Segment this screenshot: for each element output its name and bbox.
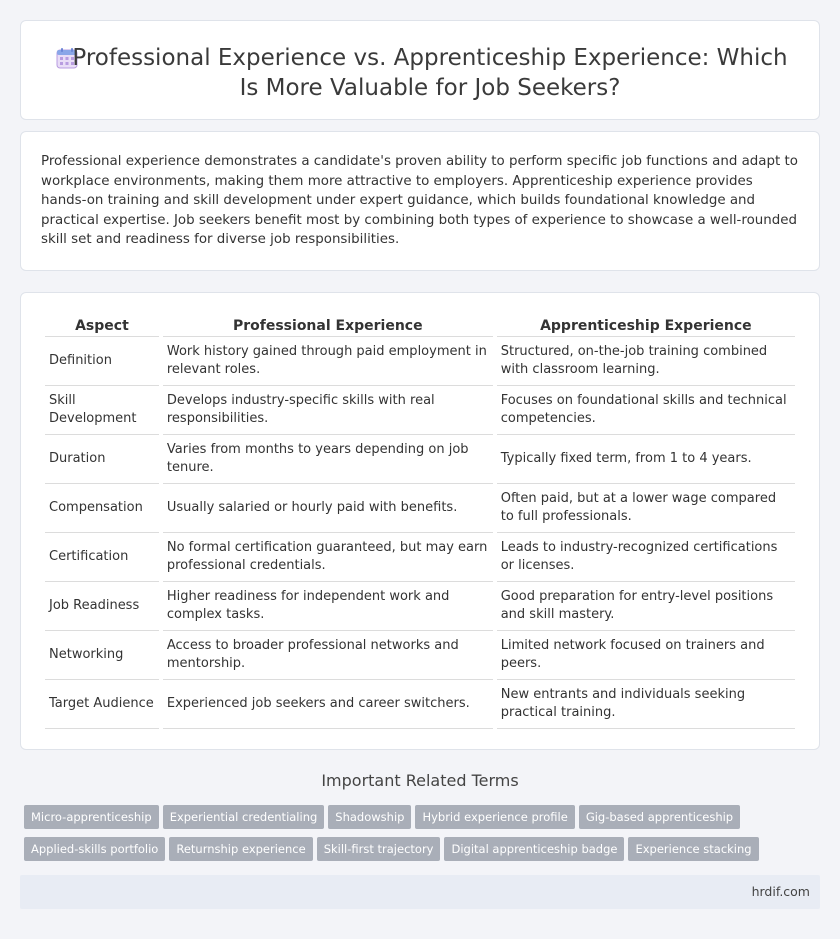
professional-cell: Higher readiness for independent work and complex tasks. xyxy=(163,582,493,631)
apprenticeship-cell: Leads to industry-recognized certifications or licenses. xyxy=(497,533,795,582)
table-row xyxy=(45,631,795,680)
intro-card xyxy=(20,131,820,271)
term-tag[interactable]: Shadowship xyxy=(328,805,411,829)
related-terms-row xyxy=(24,805,824,829)
aspect-cell: Definition xyxy=(45,337,159,386)
table-row xyxy=(45,680,795,729)
title-card xyxy=(20,20,820,120)
professional-cell: Usually salaried or hourly paid with benefits. xyxy=(163,484,493,533)
table-row xyxy=(45,582,795,631)
term-tag[interactable]: Experience stacking xyxy=(628,837,758,861)
apprenticeship-cell: Typically fixed term, from 1 to 4 years. xyxy=(497,435,795,484)
professional-cell: Work history gained through paid employment in relevant roles. xyxy=(163,337,493,386)
professional-cell: Develops industry-specific skills with real responsibilities. xyxy=(163,386,493,435)
related-terms-title: Important Related Terms xyxy=(321,771,519,790)
footer xyxy=(20,875,820,909)
comparison-table xyxy=(41,315,799,729)
table-row xyxy=(45,337,795,386)
table-row xyxy=(45,533,795,582)
aspect-cell: Duration xyxy=(45,435,159,484)
site-credit[interactable]: hrdif.com xyxy=(751,884,810,899)
professional-cell: Varies from months to years depending on job tenure. xyxy=(163,435,493,484)
term-tag[interactable]: Skill-first trajectory xyxy=(317,837,441,861)
professional-cell: No formal certification guaranteed, but may earn professional credentials. xyxy=(163,533,493,582)
aspect-cell: Skill Development xyxy=(45,386,159,435)
term-tag[interactable]: Experiential credentialing xyxy=(163,805,325,829)
comparison-table-card xyxy=(20,292,820,750)
term-tag[interactable]: Returnship experience xyxy=(169,837,312,861)
aspect-cell: Target Audience xyxy=(45,680,159,729)
table-row xyxy=(45,435,795,484)
header-professional: Professional Experience xyxy=(163,315,493,337)
term-tag[interactable]: Micro-apprenticeship xyxy=(24,805,159,829)
apprenticeship-cell: Focuses on foundational skills and technical competencies. xyxy=(497,386,795,435)
table-row xyxy=(45,386,795,435)
apprenticeship-cell: Often paid, but at a lower wage compared to full professionals. xyxy=(497,484,795,533)
header-apprenticeship: Apprenticeship Experience xyxy=(497,315,795,337)
term-tag[interactable]: Applied-skills portfolio xyxy=(24,837,165,861)
aspect-cell: Networking xyxy=(45,631,159,680)
aspect-cell: Compensation xyxy=(45,484,159,533)
related-terms-row xyxy=(24,837,824,861)
table-header-row xyxy=(45,315,795,337)
apprenticeship-cell: Structured, on-the-job training combined with classroom learning. xyxy=(497,337,795,386)
table-row xyxy=(45,484,795,533)
professional-cell: Access to broader professional networks and mentorship. xyxy=(163,631,493,680)
aspect-cell: Job Readiness xyxy=(45,582,159,631)
term-tag[interactable]: Digital apprenticeship badge xyxy=(444,837,624,861)
apprenticeship-cell: Good preparation for entry-level positions and skill mastery. xyxy=(497,582,795,631)
intro-paragraph: Professional experience demonstrates a candidate's proven ability to perform specific job functions and adapt to workplace environments, making them more attractive to employers. Apprenticeship experience provides hands-on training and skill development under expert guidance, which builds foundational knowledge and practical expertise. Job seekers benefit most by combining both types of experience to showcase a well-rounded skill set and readiness for diverse job responsibilities. xyxy=(41,154,798,247)
page-title: Professional Experience vs. Apprenticeship Experience: Which Is More Valuable for Job Seekers? xyxy=(72,45,788,101)
term-tag[interactable]: Hybrid experience profile xyxy=(415,805,574,829)
aspect-cell: Certification xyxy=(45,533,159,582)
apprenticeship-cell: Limited network focused on trainers and peers. xyxy=(497,631,795,680)
term-tag[interactable]: Gig-based apprenticeship xyxy=(579,805,740,829)
apprenticeship-cell: New entrants and individuals seeking practical training. xyxy=(497,680,795,729)
header-aspect: Aspect xyxy=(45,315,159,337)
professional-cell: Experienced job seekers and career switchers. xyxy=(163,680,493,729)
